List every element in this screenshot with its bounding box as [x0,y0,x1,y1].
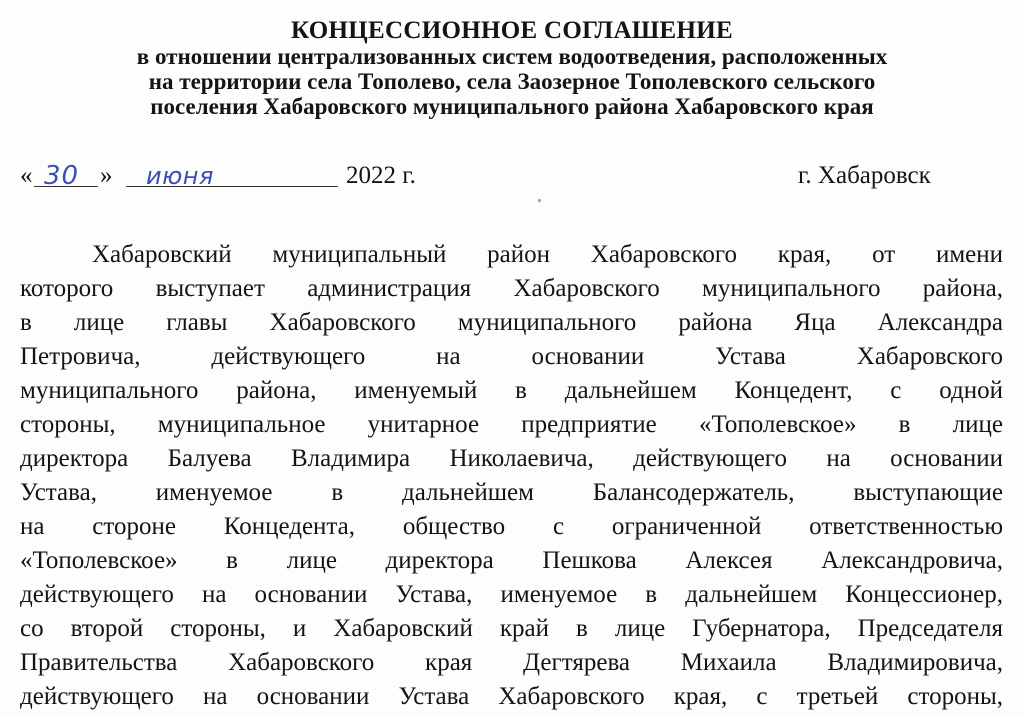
handwritten-day: 30 [44,161,80,191]
date-place-line [20,159,980,193]
date-year: 2022 г. [346,162,416,189]
preamble-line: со второй стороны, и Хабаровский край в лице Губернатора, Председателя [20,615,1003,642]
document-subtitle-line-2: на территории села Тополево, села Заозерное Тополевского сельского [148,69,876,94]
preamble-line: в лице главы Хабаровского муниципального района Яца Александра [20,309,1003,336]
date-close-quote: » [100,162,113,189]
preamble-line: Петровича, действующего на основании Устава Хабаровского [20,343,1003,370]
preamble-line: Правительства Хабаровского края Дегтярева Михаила Владимировича, [20,649,1003,676]
scan-speck [538,199,541,202]
preamble-line: Хабаровский муниципальный район Хабаровского края, от имени [92,241,1003,268]
preamble-line: действующего на основании Устава, именуемое в дальнейшем Концессионер, [20,581,1003,608]
preamble-line: «Тополевское» в лице директора Пешкова Алексея Александровича, [20,547,1003,574]
date-day-field [34,159,98,191]
preamble-line: стороны, муниципальное унитарное предприятие «Тополевское» в лице [20,411,1003,438]
date-open-quote: « [20,162,33,189]
preamble-line: которого выступает администрация Хабаровского муниципального района, [20,275,1003,302]
preamble-line: муниципального района, именуемый в дальнейшем Концедент, с одной [20,377,1003,404]
agreement-preamble [20,238,1003,714]
document-subtitle-line-3: поселения Хабаровского муниципального района Хабаровского края [150,94,874,119]
preamble-line: директора Балуева Владимира Николаевича, действующего на основании [20,445,1003,472]
signing-city: г. Хабаровск [798,162,931,189]
handwritten-month: июня [146,162,214,190]
document-subtitle-line-1: в отношении централизованных систем водоотведения, расположенных [136,44,888,69]
preamble-line: на стороне Концедента, общество с ограниченной ответственностью [20,513,1003,540]
preamble-line: действующего на основании Устава Хабаровского края, с третьей стороны, [20,683,1003,710]
preamble-line: Устава, именуемое в дальнейшем Балансодержатель, выступающие [20,479,1003,506]
date-month-field [126,159,338,190]
document-title: КОНЦЕССИОННОЕ СОГЛАШЕНИЕ [291,17,733,44]
